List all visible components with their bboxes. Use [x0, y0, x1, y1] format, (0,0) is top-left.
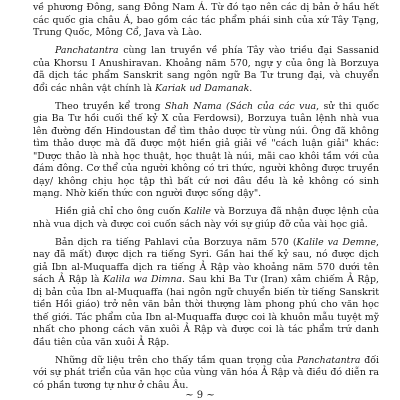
paragraph-text: , nay đã mất) được dịch ra tiếng Syri. Gần hai thế kỷ sau, nó được dịch giả Ibn al-Muquaffa dịch ra tiếng Ả Rập vào khoảng năm 570 dưới tên sách Ả Rập là	[33, 236, 379, 285]
paragraph-text: đối với sự phát triển của văn học của vùng văn hóa Ả Rập và điều đó diễn ra có phần tương tự như ở châu Âu.	[33, 354, 379, 391]
paragraph	[33, 206, 379, 231]
paragraph	[33, 237, 379, 350]
italic-title-text: Kalile va Demne	[296, 236, 377, 248]
paragraph-text: .	[249, 82, 253, 94]
body-text	[33, 2, 379, 398]
paragraph-text: , sử thi quốc gia Ba Tư hồi cuối thế kỷ X của Ferdowsi), Borzuya tuân lệnh nhà vua lên đường đến Hindoustan để tìm thảo dược từ vùng núi. Ông đã không tìm thảo dược mà đã được một hiền giả giải về "cách luận giải" khác: "Dược thảo là nhà học thuật, học thuật là núi, mãi cao khôi tầm với của đám đông. Cơ thể của người không có tri thức, người không được truyền dạy/ không chịu học tập thì bất cứ nơi đâu đều là kẻ không có sinh mạng. Nhờ kiến thức con người được sống dậy".	[33, 100, 379, 199]
paragraph	[33, 101, 379, 201]
paragraph-text: Hiền giả chỉ cho ông cuốn	[55, 206, 184, 217]
italic-title-text: Kalila wa Dimna	[103, 274, 183, 285]
paragraph-text: Theo truyền kể trong	[55, 100, 165, 112]
paragraph	[33, 2, 379, 40]
page-number: ~ 9 ~	[185, 390, 215, 400]
paragraph	[33, 45, 379, 95]
italic-title-text: Kariak ud Damanak	[155, 82, 250, 94]
paragraph-text: và Borzuya đã nhận được lệnh của nhà vua dịch và được coi cuốn sách này với sự giúp đỡ của vài học giả.	[33, 206, 379, 230]
paragraph-text: cùng lan truyền về phía Tây vào triều đại Sassanid của Khorsu I Anushiravan. Khoảng năm 570, ngự y của ông là Borzuya đã dịch tác phẩm Sanskrit sang ngôn ngữ Ba Tư trung đại, và chuyển đổi các nhân vật chính là	[33, 45, 379, 94]
italic-title-text: Panchatantra	[296, 354, 361, 366]
paragraph-text: Những dữ liệu trên cho thấy tầm quan trọng của	[55, 354, 297, 366]
paragraph-text: Bản dịch ra tiếng Pahlavi của Borzuya năm 570 (	[55, 236, 297, 248]
italic-title-text: Kalile	[183, 206, 211, 217]
paragraph-text: về phương Đông, sang Đông Nam Á. Từ đó tạo nên các dị bản ở hầu hết các quốc gia châu Á, bao gồm các tác phẩm phái sinh của xứ Tây Tạng, Trung Quốc, Mông Cổ, Java và Lào.	[33, 2, 379, 38]
paragraph	[33, 355, 379, 393]
italic-title-text: Shah Nama (Sách của các vua	[164, 100, 317, 112]
italic-title-text: Panchatantra	[55, 45, 119, 56]
paragraph-text: . Sau khi Ba Tư (Iran) xâm chiếm Ả Rập, dị bản của Ibn al-Muquaffa (hai ngôn ngữ chuyển biến từ tiếng Sanskrit tiền Hồi giáo) trở nên văn bản thời thượng làm phong phú cho văn học thế giới. Tác phẩm của Ibn al-Muquaffa được coi là khuôn mẫu tuyệt mỹ nhất cho phong cách văn xuôi Ả Rập và được coi là tác phẩm trứ danh đầu tiên của văn xuôi Ả Rập.	[33, 274, 379, 348]
